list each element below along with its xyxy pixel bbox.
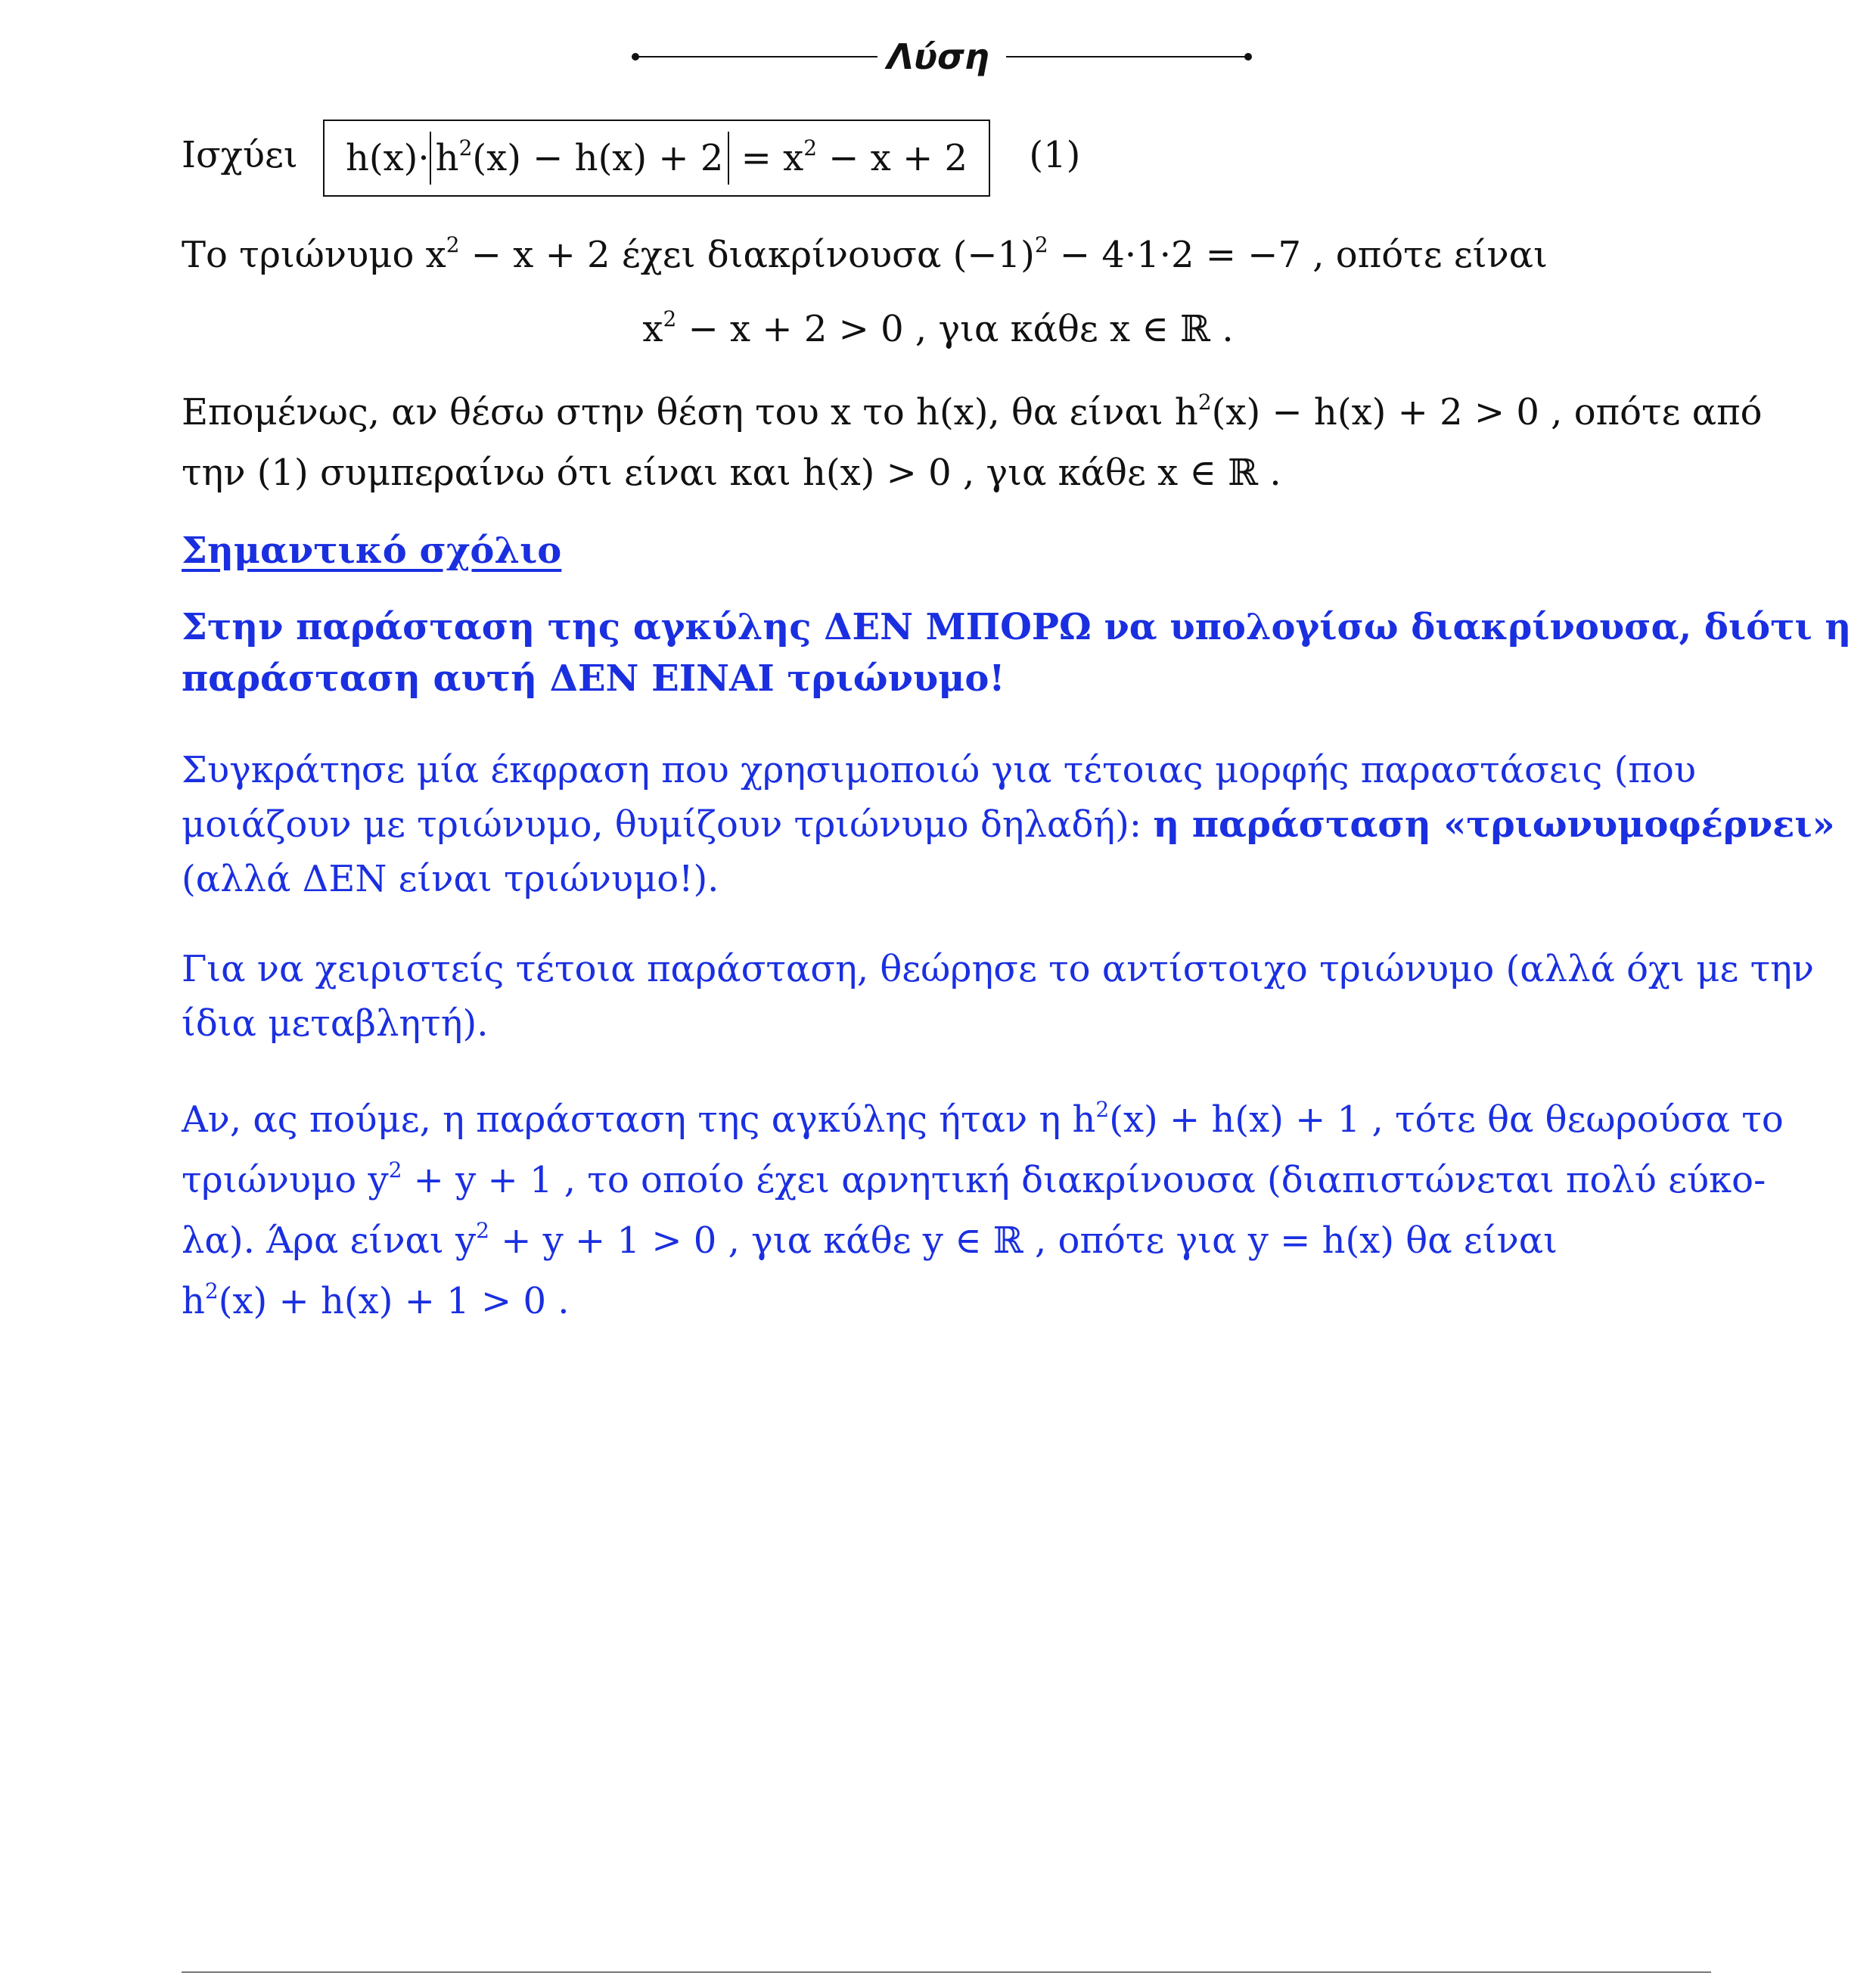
- p5-line3-a: λα). Άρα είναι y: [182, 1219, 477, 1262]
- p1-sup-a: 2: [446, 232, 460, 257]
- p5-sup-2: 2: [388, 1157, 402, 1182]
- eq-part-c: (x) − h(x) + 2: [472, 136, 724, 179]
- comment-paragraph-3: [182, 743, 1835, 906]
- p2-line-1: [182, 382, 1763, 443]
- comment-bold-paragraph: [182, 601, 1852, 704]
- p5-line1-b: (x) + h(x) + 1 , τότε θα θεωρούσα το: [1109, 1098, 1784, 1141]
- comment-paragraph-5: [182, 1089, 1784, 1331]
- p5-line1-a: Αν, ας πούμε, η παράσταση της αγκύλης ήταν η h: [182, 1098, 1096, 1141]
- eq-part-a: h(x)·: [345, 136, 430, 179]
- center-part-b: − x + 2 > 0 , για κάθε x ∈ ℝ .: [676, 308, 1234, 350]
- center-sup: 2: [663, 306, 677, 331]
- p1-sup-b: 2: [1034, 232, 1048, 257]
- equation-1-line: [182, 117, 1710, 197]
- p3-line-2: [182, 797, 1835, 852]
- p5-sup-4: 2: [204, 1278, 219, 1303]
- centered-inequality: [0, 299, 1876, 359]
- solution-heading: [0, 30, 1876, 83]
- eq-part-d: = x: [729, 136, 804, 179]
- eq-part-b: h: [435, 136, 459, 179]
- p3-line2-bold: η παράσταση «τριωνυμοφέρνει»: [1153, 803, 1835, 846]
- eq-sup-b: 2: [458, 135, 473, 160]
- p2-line1-a: Επομένως, αν θέσω στην θέση του x το h(x), θα είναι h: [182, 391, 1198, 433]
- paragraph-therefore: [182, 382, 1763, 503]
- p5-line-4: [182, 1271, 1710, 1331]
- p3-line-1: Συγκράτησε μία έκφραση που χρησιμοποιώ για τέτοιας μορφής παραστάσεις (που: [182, 749, 1697, 791]
- p5-line-2: [182, 1150, 1766, 1210]
- p1-part-a: Το τριώνυμο x: [182, 234, 446, 276]
- p5-line2-a: τριώνυμο y: [182, 1159, 389, 1201]
- heading-title: Λύση: [887, 36, 989, 77]
- eq-part-e: − x + 2: [817, 136, 968, 179]
- left-rule: [635, 56, 877, 57]
- p1-part-c: − 4·1·2 = −7 , οπότε είναι: [1048, 234, 1548, 276]
- paragraph-trinomial: [182, 225, 1710, 285]
- p5-line2-b: + y + 1 , το οποίο έχει αρνητική διακρίνουσα (διαπιστώνεται πολύ εύκο-: [402, 1159, 1766, 1201]
- p3-line2-a: μοιάζουν με τριώνυμο, θυμίζουν τριώνυμο δηλαδή):: [182, 803, 1154, 846]
- eq-sup-d: 2: [803, 135, 818, 160]
- square-bracket-expression: [430, 132, 730, 185]
- boxed-equation: [323, 120, 990, 197]
- comment-title: [182, 520, 1710, 581]
- equation-intro: Ισχύει: [182, 134, 298, 176]
- p2-line-2: την (1) συμπεραίνω ότι είναι και h(x) > 0 , για κάθε x ∈ ℝ .: [182, 452, 1281, 494]
- p1-part-b: − x + 2 έχει διακρίνουσα (−1): [459, 234, 1035, 276]
- comment-paragraph-4: [182, 942, 1815, 1051]
- right-dot-ornament: [1244, 53, 1252, 61]
- right-rule: [1006, 56, 1248, 57]
- p5-line-3: [182, 1210, 1710, 1271]
- p5-sup-3: 2: [476, 1218, 489, 1243]
- p4-line-2: ίδια μεταβλητή).: [182, 1002, 489, 1045]
- center-part-a: x: [642, 308, 663, 350]
- bold-line-2: παράσταση αυτή ΔΕΝ ΕΙΝΑΙ τριώνυμο!: [182, 657, 1005, 700]
- p5-sup-1: 2: [1095, 1097, 1110, 1122]
- bold-line-1: Στην παράσταση της αγκύλης ΔΕΝ ΜΠΟΡΩ να υπολογίσω διακρίνουσα, διότι η: [182, 606, 1852, 648]
- p2-sup: 2: [1197, 390, 1212, 415]
- p5-line3-b: + y + 1 > 0 , για κάθε y ∈ ℝ , οπότε για y = h(x) θα είναι: [489, 1219, 1558, 1262]
- equation-reference: (1): [1029, 134, 1081, 176]
- p5-line4-b: (x) + h(x) + 1 > 0 .: [218, 1280, 570, 1322]
- p2-line1-b: (x) − h(x) + 2 > 0 , οπότε από: [1211, 391, 1763, 433]
- comment-title-text: Σημαντικό σχόλιο: [182, 530, 562, 572]
- p4-line-1: Για να χειριστείς τέτοια παράσταση, θεώρησε το αντίστοιχο τριώνυμο (αλλά όχι με την: [182, 948, 1815, 990]
- p5-line4-a: h: [182, 1280, 205, 1322]
- footer-rule: [182, 1971, 1711, 1973]
- p5-line-1: [182, 1089, 1784, 1150]
- p3-line-3: (αλλά ΔΕΝ είναι τριώνυμο!).: [182, 858, 719, 900]
